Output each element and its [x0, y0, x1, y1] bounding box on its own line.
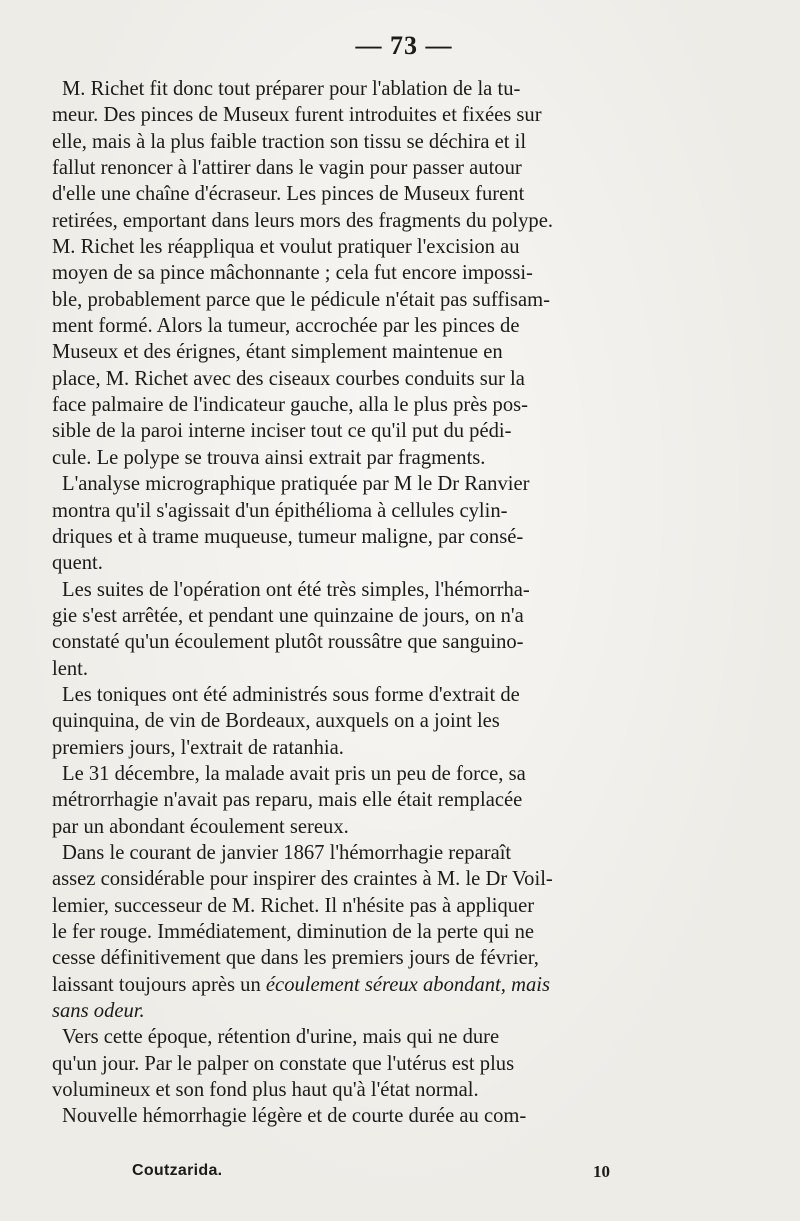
- text-line: d'elle une chaîne d'écraseur. Les pinces de Museux furent: [52, 183, 525, 206]
- text-line: L'analyse micrographique pratiquée par M le Dr Ranvier: [62, 473, 530, 496]
- text-line: Nouvelle hémorrhagie légère et de courte durée au com-: [62, 1105, 527, 1128]
- text-line: Les toniques ont été administrés sous forme d'extrait de: [62, 683, 520, 706]
- text-line: fallut renoncer à l'attirer dans le vagin pour passer autour: [52, 157, 522, 180]
- text-line: face palmaire de l'indicateur gauche, alla le plus près pos-: [52, 394, 529, 417]
- text-line: M. Richet les réappliqua et voulut pratiquer l'excision au: [52, 236, 520, 259]
- text-line: premiers jours, l'extrait de ratanhia.: [52, 736, 344, 759]
- paragraph: [52, 471, 756, 576]
- text-line: Vers cette époque, rétention d'urine, mais qui ne dure: [62, 1026, 500, 1049]
- text-line: sans odeur.: [52, 1000, 145, 1023]
- text-line: ment formé. Alors la tumeur, accrochée par les pinces de: [52, 315, 520, 338]
- text-line: retirées, emportant dans leurs mors des fragments du polype.: [52, 209, 553, 232]
- text-line: Museux et des érignes, étant simplement maintenue en: [52, 341, 503, 364]
- text-line: Le 31 décembre, la malade avait pris un peu de force, sa: [62, 762, 526, 785]
- text-line: M. Richet fit donc tout préparer pour l'ablation de la tu-: [62, 78, 521, 100]
- paragraph: [52, 840, 756, 1024]
- page-number: — 73 —: [355, 31, 453, 60]
- body-text: [52, 76, 756, 1130]
- text-line: elle, mais à la plus faible traction son tissu se déchira et il: [52, 130, 527, 153]
- paragraph: [52, 76, 756, 471]
- printer-signature: Coutzarida.: [132, 1162, 223, 1179]
- paragraph: [52, 1024, 756, 1103]
- text-line: cule. Le polype se trouva ainsi extrait par fragments.: [52, 446, 486, 469]
- text-line: montra qu'il s'agissait d'un épithélioma à cellules cylin-: [52, 499, 508, 522]
- text-line: le fer rouge. Immédiatement, diminution de la perte qui ne: [52, 921, 535, 943]
- text-line: lent.: [52, 657, 89, 680]
- text-line: laissant toujours après un écoulement séreux abondant, mais: [52, 973, 550, 996]
- paragraph: [52, 577, 756, 682]
- text-line: moyen de sa pince mâchonnante ; cela fut encore impossi-: [52, 262, 533, 285]
- text-line: gie s'est arrêtée, et pendant une quinzaine de jours, on n'a: [52, 604, 524, 627]
- text-line: constaté qu'un écoulement plutôt roussâtre que sanguino-: [52, 631, 524, 654]
- text-line: Les suites de l'opération ont été très simples, l'hémorrha-: [62, 578, 530, 601]
- text-line: place, M. Richet avec des ciseaux courbes conduits sur la: [52, 367, 525, 390]
- text-line: volumineux et son fond plus haut qu'à l'état normal.: [52, 1079, 479, 1102]
- text-line: par un abondant écoulement sereux.: [52, 815, 349, 838]
- text-line: meur. Des pinces de Museux furent introduites et fixées sur: [52, 104, 542, 127]
- paragraph: [52, 761, 756, 840]
- text-line: cesse définitivement que dans les premiers jours de février,: [52, 947, 539, 970]
- text-line: quinquina, de vin de Bordeaux, auxquels on a joint les: [52, 710, 500, 733]
- paragraph: [52, 1103, 756, 1129]
- text-line: qu'un jour. Par le palper on constate que l'utérus est plus: [52, 1052, 515, 1075]
- paragraph: [52, 682, 756, 761]
- text-line: métrorrhagie n'avait pas reparu, mais elle était remplacée: [52, 789, 523, 812]
- sheet-number: 10: [593, 1162, 610, 1181]
- text-line: Dans le courant de janvier 1867 l'hémorrhagie reparaît: [62, 841, 512, 864]
- text-line: assez considérable pour inspirer des craintes à M. le Dr Voil-: [52, 868, 553, 891]
- page-footer: [132, 1162, 610, 1182]
- text-line: quent.: [52, 552, 103, 575]
- text-line: lemier, successeur de M. Richet. Il n'hésite pas à appliquer: [52, 894, 535, 917]
- text-line: ble, probablement parce que le pédicule n'était pas suffisam-: [52, 288, 550, 311]
- text-line: sible de la paroi interne inciser tout ce qu'il put du pédi-: [52, 420, 512, 443]
- text-line: driques et à trame muqueuse, tumeur maligne, par consé-: [52, 525, 524, 548]
